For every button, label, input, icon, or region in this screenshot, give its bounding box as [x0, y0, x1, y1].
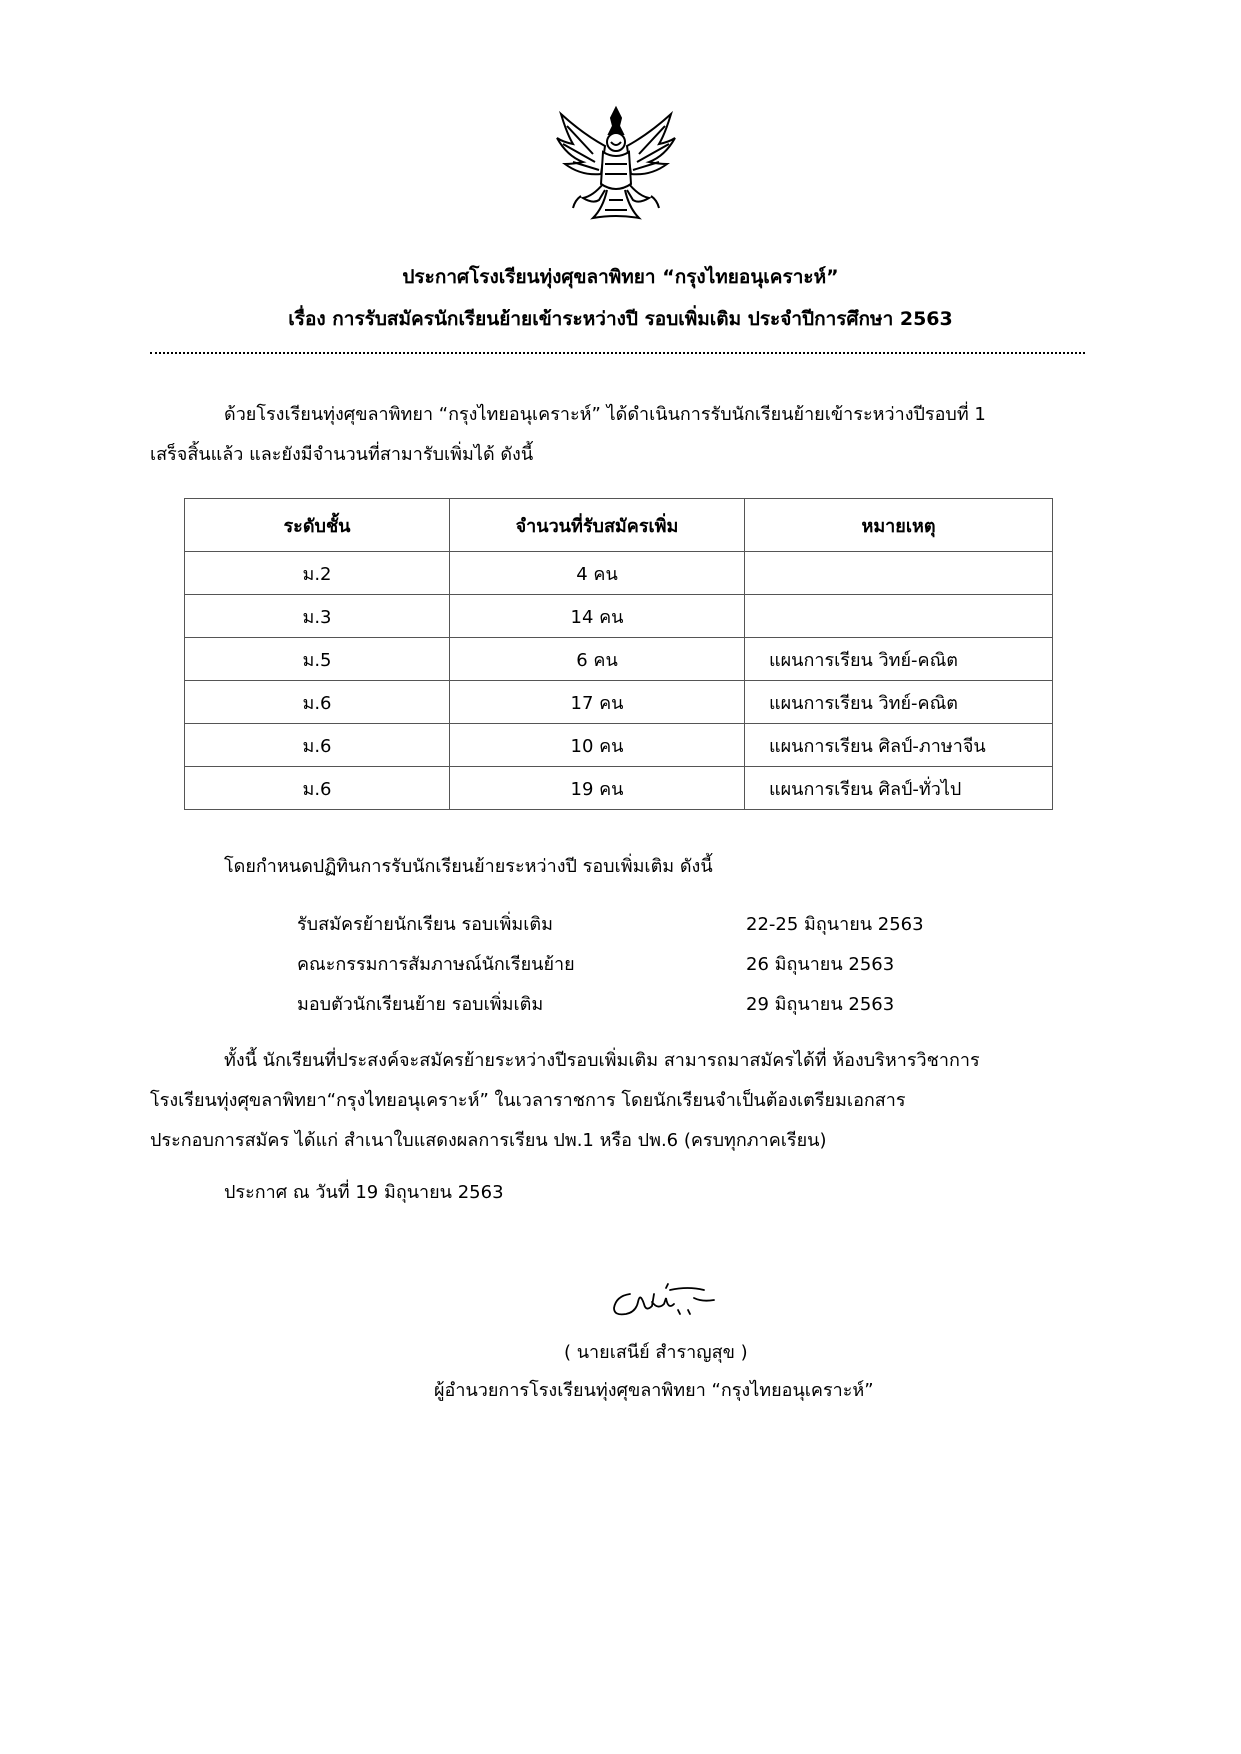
signature-icon: [608, 1280, 720, 1324]
cell-level: ม.5: [185, 638, 450, 681]
table-row: [185, 681, 1053, 724]
cell-count: 14 คน: [450, 595, 745, 638]
signer-name: ( นายเสนีย์ สำราญสุข ): [564, 1342, 748, 1363]
cell-level: ม.6: [185, 767, 450, 810]
cell-level: ม.2: [185, 552, 450, 595]
header-count: จำนวนที่รับสมัครเพิ่ม: [450, 499, 745, 552]
cell-count: 19 คน: [450, 767, 745, 810]
table-header-row: [185, 499, 1053, 552]
schedule-item-date: 29 มิถุนายน 2563: [746, 994, 895, 1015]
table-row: [185, 767, 1053, 810]
schedule-item-date: 26 มิถุนายน 2563: [746, 954, 895, 975]
schedule-item-label: มอบตัวนักเรียนย้าย รอบเพิ่มเติม: [297, 994, 544, 1015]
table-row: [185, 724, 1053, 767]
cell-level: ม.3: [185, 595, 450, 638]
table-row: [185, 552, 1053, 595]
table-row: [185, 595, 1053, 638]
signer-position: ผู้อำนวยการโรงเรียนทุ่งศุขลาพิทยา “กรุงไทยอนุเคราะห์”: [434, 1380, 874, 1401]
cell-note: [745, 552, 1053, 595]
notice-line-1: ทั้งนี้ นักเรียนที่ประสงค์จะสมัครย้ายระหว่างปีรอบเพิ่มเติม สามารถมาสมัครได้ที่ ห้องบริหารวิชาการ: [224, 1050, 980, 1071]
schedule-intro: โดยกำหนดปฏิทินการรับนักเรียนย้ายระหว่างปี รอบเพิ่มเติม ดังนี้: [224, 856, 713, 877]
dotted-divider: [150, 352, 1085, 354]
schedule-item-label: คณะกรรมการสัมภาษณ์นักเรียนย้าย: [297, 954, 575, 975]
cell-level: ม.6: [185, 724, 450, 767]
cell-count: 10 คน: [450, 724, 745, 767]
announce-date: ประกาศ ณ วันที่ 19 มิถุนายน 2563: [224, 1182, 504, 1203]
cell-note: แผนการเรียน ศิลป์-ภาษาจีน: [745, 724, 1053, 767]
announcement-title: ประกาศโรงเรียนทุ่งศุขลาพิทยา “กรุงไทยอนุเคราะห์”: [402, 266, 839, 288]
cell-note: [745, 595, 1053, 638]
cell-count: 6 คน: [450, 638, 745, 681]
notice-line-2: โรงเรียนทุ่งศุขลาพิทยา“กรุงไทยอนุเคราะห์” ในเวลาราชการ โดยนักเรียนจำเป็นต้องเตรียมเอกสาร: [150, 1090, 906, 1111]
schedule-item-label: รับสมัครย้ายนักเรียน รอบเพิ่มเติม: [297, 914, 553, 935]
cell-note: แผนการเรียน วิทย์-คณิต: [745, 681, 1053, 724]
intro-line-2: เสร็จสิ้นแล้ว และยังมีจำนวนที่สามารับเพิ่มได้ ดังนี้: [150, 444, 534, 465]
cell-note: แผนการเรียน วิทย์-คณิต: [745, 638, 1053, 681]
schedule-item-date: 22-25 มิถุนายน 2563: [746, 914, 924, 935]
intro-line-1: ด้วยโรงเรียนทุ่งศุขลาพิทยา “กรุงไทยอนุเคราะห์” ได้ดำเนินการรับนักเรียนย้ายเข้าระหว่างปีรอบที่ 1: [224, 404, 986, 425]
garuda-emblem-icon: [553, 104, 679, 224]
cell-count: 4 คน: [450, 552, 745, 595]
table-row: [185, 638, 1053, 681]
announcement-subject: เรื่อง การรับสมัครนักเรียนย้ายเข้าระหว่างปี รอบเพิ่มเติม ประจำปีการศึกษา 2563: [288, 308, 953, 330]
vacancy-table: [184, 498, 1053, 810]
cell-count: 17 คน: [450, 681, 745, 724]
header-note: หมายเหตุ: [745, 499, 1053, 552]
cell-level: ม.6: [185, 681, 450, 724]
cell-note: แผนการเรียน ศิลป์-ทั่วไป: [745, 767, 1053, 810]
notice-line-3: ประกอบการสมัคร ได้แก่ สำเนาใบแสดงผลการเรียน ปพ.1 หรือ ปพ.6 (ครบทุกภาคเรียน): [150, 1130, 827, 1151]
header-level: ระดับชั้น: [185, 499, 450, 552]
